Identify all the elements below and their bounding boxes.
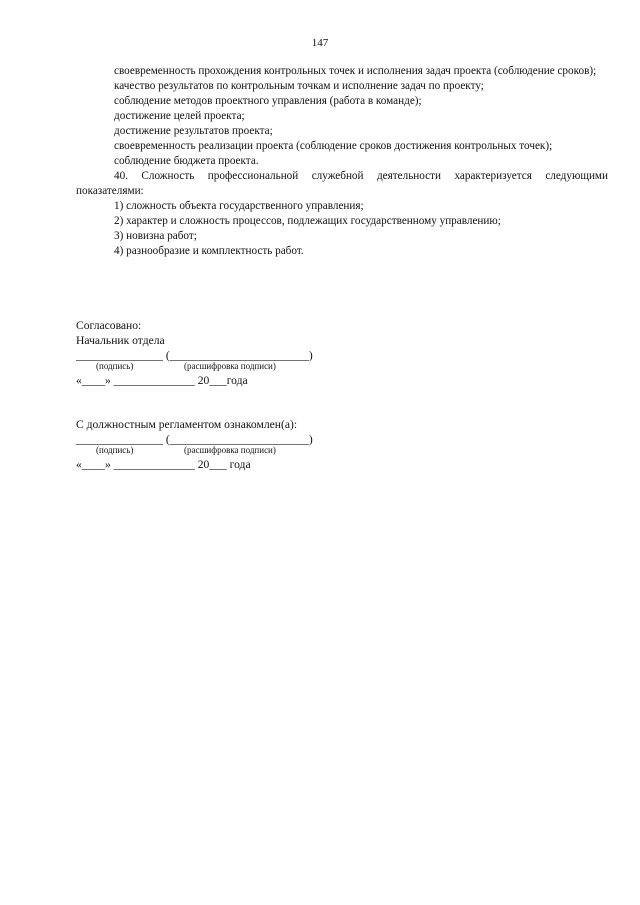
list-item: соблюдение методов проектного управления (работа в команде); bbox=[114, 95, 422, 107]
approval-heading: Согласовано: bbox=[76, 319, 142, 332]
list-item: 1) сложность объекта государственного управления; bbox=[114, 200, 364, 212]
list-item: 4) разнообразие и комплектность работ. bbox=[114, 245, 304, 257]
acknowledgement-date-line: «____» ______________ 20___ года bbox=[76, 458, 251, 471]
list-item: соблюдение бюджета проекта. bbox=[114, 155, 259, 167]
list-item: качество результатов по контрольным точкам и исполнение задач по проекту; bbox=[114, 80, 484, 92]
section-paragraph-40: 40. Сложность профессиональной служебной деятельности характеризуется следующими показателями: bbox=[76, 170, 608, 197]
list-item: 3) новизна работ; bbox=[114, 230, 197, 242]
approval-signature-line: _______________ (________________________) bbox=[76, 349, 313, 362]
list-item: своевременность прохождения контрольных точек и исполнения задач проекта (соблюдение сроков); bbox=[114, 65, 597, 77]
approval-block bbox=[76, 318, 376, 388]
acknowledgement-heading: С должностным регламентом ознакомлен(а): bbox=[76, 418, 298, 431]
approval-captions bbox=[76, 363, 376, 373]
document-body bbox=[76, 64, 608, 259]
decode-caption: (расшифровка подписи) bbox=[184, 361, 276, 371]
acknowledgement-block bbox=[76, 417, 376, 472]
list-item: достижение результатов проекта; bbox=[114, 125, 273, 137]
list-item: своевременность реализации проекта (соблюдение сроков достижения контрольных точек); bbox=[114, 140, 553, 152]
acknowledgement-signature-line: _______________ (________________________) bbox=[76, 433, 313, 446]
page-number: 147 bbox=[311, 37, 329, 49]
list-item: 2) характер и сложность процессов, подлежащих государственному управлению; bbox=[114, 215, 501, 227]
approval-position: Начальник отдела bbox=[76, 334, 165, 347]
decode-caption: (расшифровка подписи) bbox=[184, 445, 276, 455]
acknowledgement-captions bbox=[76, 447, 376, 457]
approval-date-line: «____» ______________ 20___года bbox=[76, 374, 248, 387]
signature-caption: (подпись) bbox=[96, 361, 134, 371]
signature-caption: (подпись) bbox=[96, 445, 134, 455]
list-item: достижение целей проекта; bbox=[114, 110, 245, 122]
